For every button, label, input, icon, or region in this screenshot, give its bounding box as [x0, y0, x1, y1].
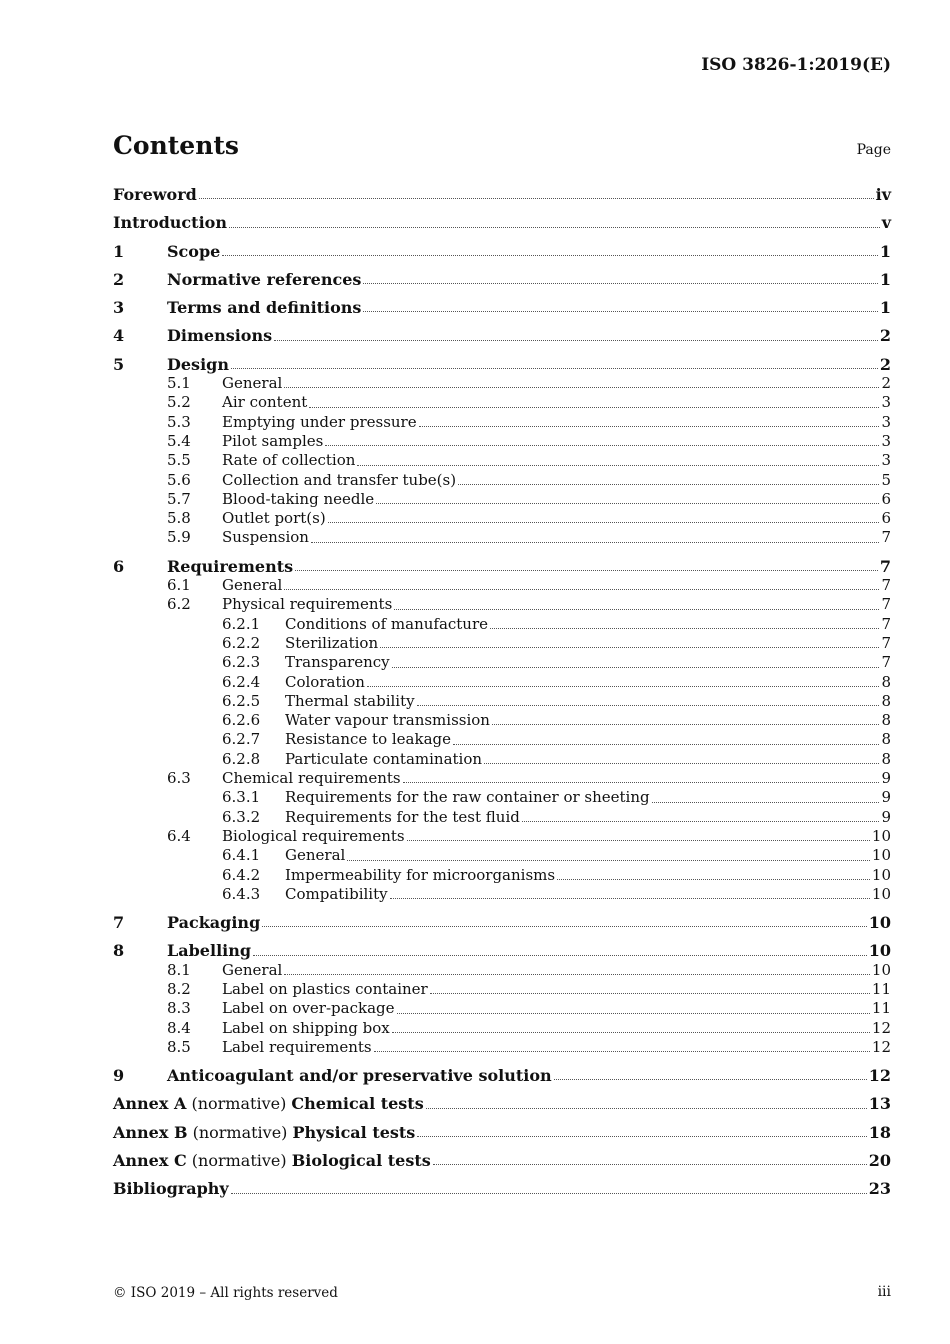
toc-entry-title-text: Anticoagulant and/or preservative solution — [167, 1066, 552, 1086]
dot-leader — [357, 465, 879, 466]
toc-entry-title — [222, 374, 282, 393]
toc-entry-title-text: Collection and transfer tube(s) — [222, 470, 457, 489]
annex-title: Biological tests — [291, 1151, 431, 1171]
toc-entry-title — [222, 451, 355, 470]
dot-leader — [309, 407, 879, 408]
toc-entry-title-text: Bibliography — [113, 1179, 229, 1199]
dot-leader — [397, 1013, 870, 1014]
dot-leader — [325, 445, 879, 446]
toc-entry-title-text: Outlet port(s) — [222, 509, 326, 528]
toc-entry-title-text: Particulate contamination — [285, 749, 483, 768]
toc-entry[interactable] — [113, 413, 891, 432]
toc-entry[interactable] — [113, 615, 891, 634]
dot-leader — [484, 763, 879, 764]
toc-entry-number: 5.4 — [167, 431, 191, 450]
toc-entry-title-text: Physical requirements — [222, 595, 393, 614]
toc-entry[interactable] — [113, 913, 891, 932]
dot-leader — [417, 1136, 866, 1137]
dot-leader — [363, 283, 877, 284]
dot-leader — [392, 667, 880, 668]
toc-entry-page: 7 — [881, 633, 891, 652]
toc-entry-title-text: General — [222, 960, 283, 979]
toc-entry-page: 5 — [881, 470, 891, 489]
toc-entry[interactable] — [113, 885, 891, 904]
toc-entry-number: 6.2.3 — [222, 653, 261, 672]
toc-entry-title — [167, 270, 361, 289]
dot-leader — [376, 503, 879, 504]
toc-entry-page: 2 — [879, 354, 891, 374]
toc-entry-page: 6 — [881, 509, 891, 528]
toc-entry[interactable] — [113, 490, 891, 509]
toc-entry-title-text: Labelling — [167, 941, 252, 961]
annex-type-note: (normative) — [186, 1094, 292, 1114]
toc-entry-title-text: Air content — [222, 393, 308, 412]
toc-entry[interactable] — [113, 595, 891, 614]
dot-leader — [363, 311, 877, 312]
toc-entry[interactable] — [113, 808, 891, 827]
toc-entry-number: 6.3 — [167, 769, 191, 788]
dot-leader — [311, 542, 879, 543]
toc-entry-title — [285, 653, 390, 672]
toc-entry-title-text: Chemical requirements — [222, 769, 401, 788]
toc-entry[interactable] — [113, 653, 891, 672]
dot-leader — [417, 705, 880, 706]
dot-leader — [430, 993, 870, 994]
toc-entry-title-text: Sterilization — [285, 633, 379, 652]
toc-entry-number: 8.5 — [167, 1037, 191, 1056]
toc-entry[interactable] — [113, 242, 891, 261]
dot-leader — [222, 255, 878, 256]
toc-entry-number: 8.3 — [167, 999, 191, 1018]
toc-entry-title — [113, 1123, 415, 1142]
toc-entry-number: 6.2 — [167, 595, 191, 614]
toc-entry-number: 6.2.4 — [222, 672, 261, 691]
toc-entry-number: 5.2 — [167, 393, 191, 412]
toc-entry-number: 6.2.1 — [222, 614, 261, 633]
toc-entry-page: 12 — [871, 1037, 891, 1056]
toc-entry[interactable] — [113, 634, 891, 653]
toc-entry-title — [222, 509, 326, 528]
page-number: iii — [877, 1284, 891, 1300]
toc-entry-page: 7 — [879, 556, 891, 576]
toc-entry-title — [222, 471, 456, 490]
toc-entry-title — [285, 692, 415, 711]
toc-entry-title-text: Annex C — [113, 1151, 187, 1171]
toc-entry-title — [222, 490, 374, 509]
toc-entry[interactable] — [113, 298, 891, 317]
toc-entry-title — [285, 634, 378, 653]
toc-entry-page: 7 — [881, 653, 891, 672]
toc-entry-title — [222, 827, 405, 846]
toc-entry-number: 8.4 — [167, 1018, 191, 1037]
dot-leader — [262, 926, 866, 927]
toc-entry-title — [167, 326, 272, 345]
toc-entry-page: 3 — [881, 451, 891, 470]
toc-entry-title-text: General — [285, 846, 346, 865]
toc-entry-title-text: Rate of collection — [222, 451, 356, 470]
toc-entry-number: 5.5 — [167, 451, 191, 470]
toc-entry-title-text: Terms and definitions — [167, 298, 362, 318]
toc-entry-number: 8.1 — [167, 960, 191, 979]
toc-entry[interactable] — [113, 788, 891, 807]
toc-entry[interactable] — [113, 432, 891, 451]
toc-entry[interactable] — [113, 451, 891, 470]
toc-entry-title-text: Emptying under pressure — [222, 412, 417, 431]
toc-entry-number: 3 — [113, 298, 125, 318]
toc-entry-number: 4 — [113, 326, 125, 346]
toc-entry-number: 5.3 — [167, 412, 191, 431]
toc-entry-title — [222, 769, 401, 788]
toc-entry[interactable] — [113, 355, 891, 374]
toc-entry[interactable] — [113, 961, 891, 980]
toc-entry-page: 8 — [881, 691, 891, 710]
toc-entry-title — [113, 185, 197, 204]
page-title: Contents — [113, 131, 240, 160]
dot-leader — [522, 821, 880, 822]
toc-entry-title-text: Biological requirements — [222, 826, 405, 845]
dot-leader — [458, 484, 879, 485]
toc-entry-number: 1 — [113, 241, 125, 261]
toc-entry-title — [285, 885, 388, 904]
toc-entry-number: 6.2.5 — [222, 691, 261, 710]
dot-leader — [426, 1108, 867, 1109]
toc-entry-title-text: Design — [167, 354, 229, 374]
toc-entry[interactable] — [113, 846, 891, 865]
toc-entry-page: 9 — [881, 807, 891, 826]
dot-leader — [557, 879, 870, 880]
toc-entry-page: 11 — [871, 999, 891, 1018]
toc-entry-title-text: Requirements for the test fluid — [285, 807, 520, 826]
toc-entry-title-text: Requirements for the raw container or sheeting — [285, 788, 650, 807]
toc-entry-number: 6.4.1 — [222, 846, 261, 865]
toc-entry-page: 3 — [881, 393, 891, 412]
annex-title: Physical tests — [292, 1122, 416, 1142]
toc-entry-page: 10 — [868, 941, 891, 961]
toc-entry-title — [285, 866, 555, 885]
toc-entry-title-text: Suspension — [222, 528, 309, 547]
toc-entry-title — [285, 711, 490, 730]
toc-entry-title — [113, 213, 227, 232]
toc-entry[interactable] — [113, 673, 891, 692]
dot-leader — [390, 898, 870, 899]
toc-entry[interactable] — [113, 999, 891, 1018]
toc-entry-title — [222, 961, 282, 980]
toc-entry-number: 6.1 — [167, 576, 191, 595]
dot-leader — [284, 974, 870, 975]
dot-leader — [367, 686, 879, 687]
toc-entry-number: 6.3.2 — [222, 807, 261, 826]
toc-entry-title-text: Transparency — [285, 653, 390, 672]
toc-entry-page: 7 — [881, 576, 891, 595]
toc-entry-title-text: Blood-taking needle — [222, 489, 375, 508]
toc-entry[interactable] — [113, 509, 891, 528]
toc-entry-number: 6.2.2 — [222, 633, 261, 652]
toc-entry-number: 6.2.8 — [222, 749, 261, 768]
toc-entry-title-text: Packaging — [167, 913, 261, 933]
toc-entry-title — [222, 980, 428, 999]
toc-entry-title-text: Coloration — [285, 672, 365, 691]
toc-entry-title-text: Introduction — [113, 213, 227, 233]
toc-entry[interactable] — [113, 1038, 891, 1057]
toc-entry-title-text: Conditions of manufacture — [285, 614, 489, 633]
copyright-notice: © ISO 2019 – All rights reserved — [113, 1285, 338, 1301]
toc-entry-page: 10 — [871, 846, 891, 865]
toc-entry-title — [113, 1094, 424, 1113]
toc-entry-title-text: Label on over-package — [222, 999, 395, 1018]
toc-entry-number: 5.7 — [167, 489, 191, 508]
toc-entry-page: 7 — [881, 595, 891, 614]
toc-entry-title — [167, 913, 260, 932]
toc-entry-page: 2 — [881, 374, 891, 393]
toc-entry-page: 13 — [868, 1094, 891, 1114]
dot-leader — [403, 782, 880, 783]
toc-entry-title-text: Compatibility — [285, 884, 388, 903]
dot-leader — [394, 609, 879, 610]
dot-leader — [392, 1032, 870, 1033]
toc-entry-page: 18 — [868, 1122, 891, 1142]
page-column-label: Page — [856, 142, 891, 158]
toc-entry-number: 7 — [113, 913, 125, 933]
dot-leader — [231, 368, 878, 369]
toc-entry-page: 1 — [879, 241, 891, 261]
toc-entry-title-text: Label on shipping box — [222, 1018, 390, 1037]
toc-entry-page: 9 — [881, 788, 891, 807]
toc-entry-number: 6.3.1 — [222, 788, 261, 807]
dot-leader — [253, 955, 867, 956]
toc-entry-page: 9 — [881, 769, 891, 788]
toc-entry-page: 10 — [868, 913, 891, 933]
toc-entry-title — [167, 557, 293, 576]
toc-entry-title — [222, 393, 307, 412]
dot-leader — [490, 628, 879, 629]
toc-entry-page: 1 — [879, 298, 891, 318]
toc-entry-page: 10 — [871, 884, 891, 903]
toc-entry-title-text: Label on plastics container — [222, 979, 428, 998]
toc-entry-number: 6.4 — [167, 826, 191, 845]
toc-entry[interactable] — [113, 750, 891, 769]
toc-entry-number: 5.1 — [167, 374, 191, 393]
toc-entry-page: 2 — [879, 326, 891, 346]
toc-entry-title — [222, 595, 392, 614]
dot-leader — [231, 1193, 867, 1194]
toc-entry-number: 2 — [113, 269, 125, 289]
toc-entry-title — [167, 1066, 552, 1085]
toc-entry-number: 8 — [113, 941, 125, 961]
toc-entry-page: 3 — [881, 431, 891, 450]
toc-entry[interactable] — [113, 1066, 891, 1085]
dot-leader — [453, 744, 879, 745]
toc-entry-page: v — [881, 213, 891, 233]
dot-leader — [492, 724, 879, 725]
toc-entry[interactable] — [113, 980, 891, 999]
toc-entry[interactable] — [113, 393, 891, 412]
toc-entry-title-text: Label requirements — [222, 1037, 372, 1056]
toc-entry[interactable] — [113, 374, 891, 393]
toc-entry-title — [167, 355, 229, 374]
annex-title: Chemical tests — [291, 1094, 424, 1114]
toc-entry-title-text: Water vapour transmission — [285, 711, 490, 730]
toc-entry-number: 8.2 — [167, 979, 191, 998]
toc-entry-page: 23 — [868, 1179, 891, 1199]
toc-entry-page: iv — [875, 185, 891, 204]
dot-leader — [554, 1079, 867, 1080]
toc-entry-page: 10 — [871, 865, 891, 884]
toc-entry[interactable] — [113, 769, 891, 788]
toc-entry-title-text: Annex B — [113, 1122, 188, 1142]
toc-entry-page: 8 — [881, 672, 891, 691]
toc-entry-page: 10 — [871, 826, 891, 845]
toc-entry-title — [285, 673, 365, 692]
toc-entry-title-text: General — [222, 374, 283, 393]
dot-leader — [328, 522, 880, 523]
dot-leader — [284, 387, 879, 388]
annex-type-note: (normative) — [186, 1151, 292, 1171]
toc-entry[interactable] — [113, 941, 891, 960]
toc-entry-number: 5.9 — [167, 528, 191, 547]
dot-leader — [199, 198, 874, 199]
toc-entry-title — [167, 941, 251, 960]
toc-entry[interactable] — [113, 827, 891, 846]
toc-entry-title — [167, 242, 220, 261]
toc-entry-title — [222, 576, 282, 595]
toc-entry-title — [222, 413, 417, 432]
toc-entry-title-text: Thermal stability — [285, 691, 415, 710]
toc-entry[interactable] — [113, 471, 891, 490]
toc-entry[interactable] — [113, 557, 891, 576]
dot-leader — [419, 426, 880, 427]
toc-entry[interactable] — [113, 1151, 891, 1170]
dot-leader — [374, 1051, 870, 1052]
toc-entry-title — [285, 750, 482, 769]
toc-entry-page: 12 — [868, 1066, 891, 1086]
toc-entry-title — [113, 1179, 229, 1198]
toc-entry-title-text: Impermeability for microorganisms — [285, 865, 556, 884]
toc-entry[interactable] — [113, 1123, 891, 1142]
toc-entry[interactable] — [113, 185, 891, 204]
toc-entry[interactable] — [113, 1179, 891, 1198]
toc-entry-title — [285, 788, 650, 807]
toc-entry-page: 3 — [881, 412, 891, 431]
toc-entry-title — [285, 615, 488, 634]
toc-entry-title — [222, 1038, 372, 1057]
toc-entry-title-text: Resistance to leakage — [285, 730, 451, 749]
toc-entry-title-text: General — [222, 576, 283, 595]
dot-leader — [284, 589, 879, 590]
toc-entry-title-text: Foreword — [113, 185, 197, 204]
toc-entry-title — [113, 1151, 431, 1170]
document-id: ISO 3826-1:2019(E) — [701, 55, 891, 75]
toc-entry-page: 6 — [881, 489, 891, 508]
dot-leader — [274, 340, 878, 341]
toc-entry-title — [285, 730, 451, 749]
table-of-contents — [113, 185, 891, 1199]
toc-entry-number: 9 — [113, 1066, 125, 1086]
toc-entry-title — [222, 999, 395, 1018]
toc-entry-title — [222, 432, 323, 451]
toc-entry-title — [167, 298, 361, 317]
toc-entry-page: 7 — [881, 528, 891, 547]
toc-entry[interactable] — [113, 213, 891, 232]
toc-entry-page: 8 — [881, 711, 891, 730]
toc-entry-title-text: Dimensions — [167, 326, 273, 346]
toc-entry-title — [222, 1019, 390, 1038]
toc-entry[interactable] — [113, 576, 891, 595]
dot-leader — [407, 840, 870, 841]
toc-entry-title — [222, 528, 309, 547]
toc-entry-number: 6.2.7 — [222, 730, 261, 749]
toc-entry-number: 6 — [113, 556, 125, 576]
toc-entry[interactable] — [113, 1094, 891, 1113]
toc-entry-title-text: Normative references — [167, 269, 362, 289]
dot-leader — [380, 647, 879, 648]
toc-entry-page: 1 — [879, 269, 891, 289]
toc-entry-title — [285, 808, 520, 827]
toc-entry-number: 5.8 — [167, 509, 191, 528]
dot-leader — [433, 1164, 867, 1165]
dot-leader — [347, 860, 870, 861]
toc-entry-title-text: Requirements — [167, 556, 294, 576]
toc-entry-title — [285, 846, 345, 865]
toc-entry-title-text: Pilot samples — [222, 431, 324, 450]
toc-entry-page: 7 — [881, 614, 891, 633]
toc-entry[interactable] — [113, 730, 891, 749]
toc-entry-page: 8 — [881, 730, 891, 749]
toc-entry-number: 5 — [113, 354, 125, 374]
toc-entry[interactable] — [113, 326, 891, 345]
toc-entry-page: 10 — [871, 960, 891, 979]
toc-entry[interactable] — [113, 1019, 891, 1038]
toc-entry[interactable] — [113, 528, 891, 547]
toc-entry-page: 11 — [871, 979, 891, 998]
toc-entry-page: 8 — [881, 749, 891, 768]
dot-leader — [652, 802, 880, 803]
toc-entry-title-text: Annex A — [113, 1094, 187, 1114]
toc-entry[interactable] — [113, 866, 891, 885]
toc-entry[interactable] — [113, 692, 891, 711]
toc-entry-page: 20 — [868, 1151, 891, 1171]
toc-entry-title-text: Scope — [167, 241, 221, 261]
toc-entry-number: 6.4.3 — [222, 884, 261, 903]
toc-entry[interactable] — [113, 711, 891, 730]
annex-type-note: (normative) — [187, 1122, 293, 1142]
toc-entry-number: 6.4.2 — [222, 865, 261, 884]
toc-entry-page: 12 — [871, 1018, 891, 1037]
toc-entry-number: 6.2.6 — [222, 711, 261, 730]
toc-entry[interactable] — [113, 270, 891, 289]
dot-leader — [229, 227, 880, 228]
dot-leader — [295, 570, 878, 571]
toc-entry-number: 5.6 — [167, 470, 191, 489]
